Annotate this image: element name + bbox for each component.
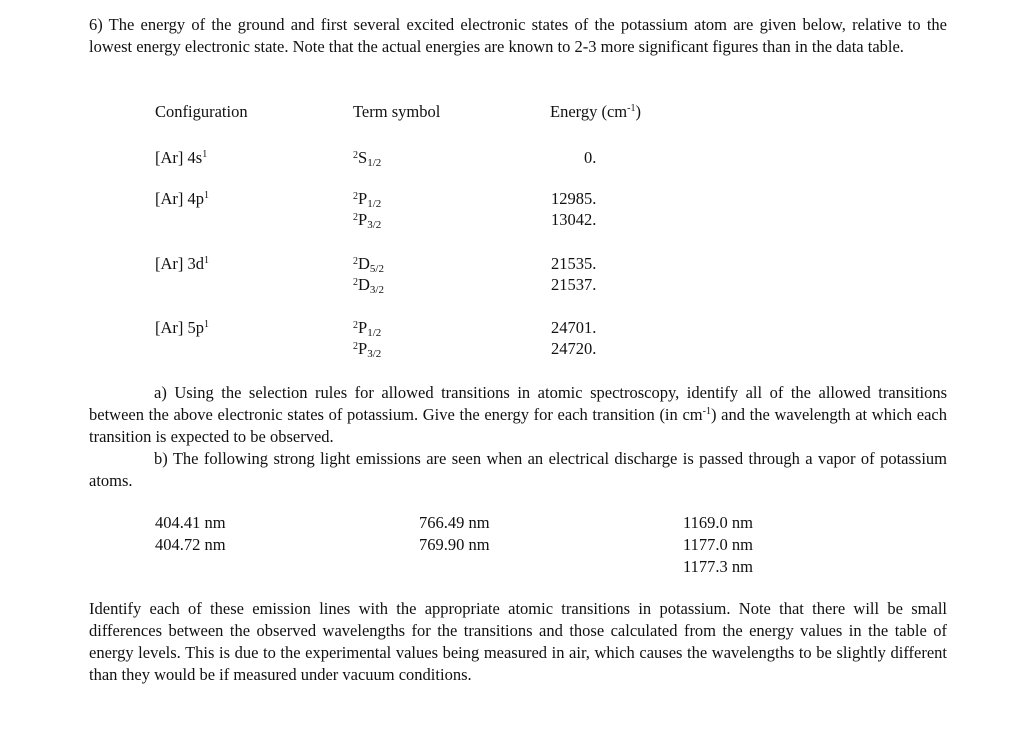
config-4p: [Ar] $4p^1$ [155,189,210,208]
term-2d-3-2: $^2D_{3/2}$ [353,275,384,296]
energy-5p-1-2: 24701. [551,318,597,337]
header-term-symbol: Term symbol [353,102,441,121]
energy-3d-5-2: 21535. [551,254,597,273]
energy-5p-3-2: 24720. [551,339,597,358]
wavelength-404-72: 404.72 nm [155,535,226,554]
problem-intro: 6) The energy of the ground and first several excited electronic states of the potassium atom are given below, relative to the lowest energy electronic state. Note that the actual energies are known to 2-3 more significant figures than in the data table. [89,15,947,56]
config-4s: [Ar] $4s^1$ [155,148,208,167]
wavelength-1169-0: 1169.0 nm [683,513,753,532]
wavelength-1177-0: 1177.0 nm [683,535,753,554]
term-2p-3-2-5p: $^2P_{3/2}$ [353,339,382,360]
wavelength-769-90: 769.90 nm [419,535,490,554]
term-2p-1-2-5p: $^2P_{1/2}$ [353,318,382,339]
energy-4p-1-2: 12985. [551,189,597,208]
part-b-question: b) The following strong light emissions are seen when an electrical discharge is passed through a vapor of potassium atoms. [89,449,947,490]
part-a-question: a) Using the selection rules for allowed transitions in atomic spectroscopy, identify all of the allowed transitions between the above electronic states of potassium. Give the energy for each transition (in $cm^{-1}$) and the wavelength at which each transition is expected to be observed. [89,383,948,446]
config-5p: [Ar] $5p^1$ [155,318,210,337]
term-2d-5-2: $^2D_{5/2}$ [353,254,384,275]
wavelength-766-49: 766.49 nm [419,513,490,532]
header-configuration: Configuration [155,102,248,121]
wavelength-1177-3: 1177.3 nm [683,557,753,576]
energy-4s: 0. [584,148,597,167]
energy-3d-3-2: 21537. [551,275,597,294]
wavelength-404-41: 404.41 nm [155,513,226,532]
term-2p-3-2: $^2P_{3/2}$ [353,210,382,231]
config-3d: [Ar] $3d^1$ [155,254,210,273]
term-2s-1-2: $^2S_{1/2}$ [353,148,382,169]
energy-4p-3-2: 13042. [551,210,597,229]
header-energy: Energy $(cm^{-1})$ [550,102,641,121]
term-2p-1-2: $^2P_{1/2}$ [353,189,382,210]
identification-instructions: Identify each of these emission lines with the appropriate atomic transitions in potassium. Note that there will be small differences between the observed wavelengths for the transitions and those calculated from the energy values in the table of energy levels. This is due to the experimental values being measured in air, which causes the wavelengths to be slightly different than they would be if measured under vacuum conditions. [89,599,947,684]
